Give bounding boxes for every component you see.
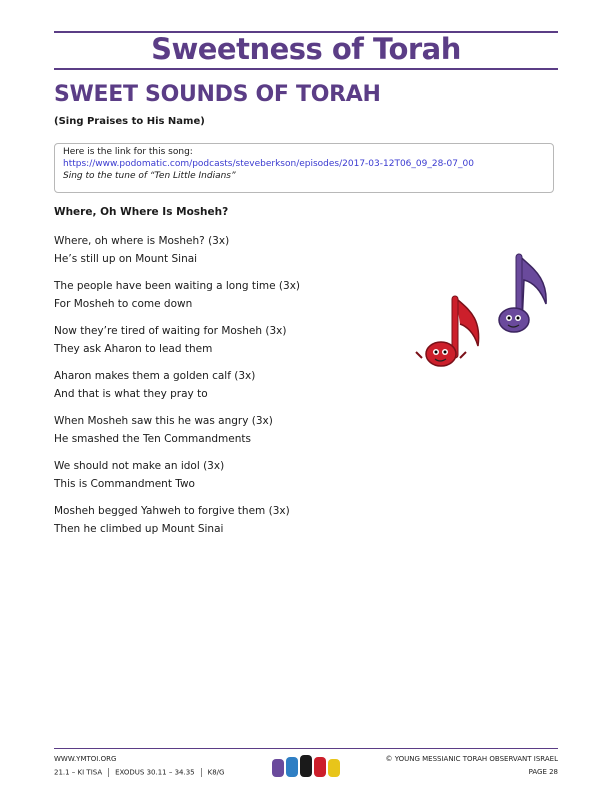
verse-line: For Mosheh to come down xyxy=(54,298,193,310)
verse-line: We should not make an idol (3x) xyxy=(54,460,225,472)
verse-line: And that is what they pray to xyxy=(54,388,208,400)
tune-note: Sing to the tune of “Ten Little Indians” xyxy=(63,171,236,181)
footer-rule xyxy=(54,748,558,749)
song-link-box xyxy=(54,143,554,193)
verse xyxy=(54,322,300,358)
verse-line: Mosheh begged Yahweh to forgive them (3x) xyxy=(54,505,290,517)
verse-line: Where, oh where is Mosheh? (3x) xyxy=(54,235,230,247)
song-link[interactable]: https://www.podomatic.com/podcasts/steveberkson/episodes/2017-03-12T06_09_28-07_00 xyxy=(63,159,474,169)
verse xyxy=(54,412,300,448)
verse-line: Then he climbed up Mount Sinai xyxy=(54,523,224,535)
kids-logo-icon xyxy=(268,753,348,785)
footer-copyright: © YOUNG MESSIANIC TORAH OBSERVANT ISRAEL xyxy=(385,755,558,763)
verse xyxy=(54,457,300,493)
verse xyxy=(54,502,300,538)
verse-line: The people have been waiting a long time (3x) xyxy=(54,280,301,292)
verse-line: Aharon makes them a golden calf (3x) xyxy=(54,370,256,382)
verse-line: They ask Aharon to lead them xyxy=(54,343,213,355)
footer-reference: EXODUS 30.11 – 34.35 xyxy=(115,768,195,777)
section-heading: SWEET SOUNDS OF TORAH xyxy=(54,82,381,107)
footer-website[interactable]: WWW.YMTOI.ORG xyxy=(54,755,117,763)
verse xyxy=(54,277,300,313)
section-subheading: (Sing Praises to His Name) xyxy=(54,116,205,127)
verse-line: He’s still up on Mount Sinai xyxy=(54,253,198,265)
footer-page-number: PAGE 28 xyxy=(528,768,558,776)
footer-parsha: 21.1 – KI TISA xyxy=(54,768,103,777)
link-intro: Here is the link for this song: xyxy=(63,147,193,157)
song-verses xyxy=(54,232,300,547)
verse-line: Now they’re tired of waiting for Mosheh (3x) xyxy=(54,325,287,337)
song-title: Where, Oh Where Is Mosheh? xyxy=(54,206,229,218)
title-underline xyxy=(54,68,558,70)
verse-line: When Mosheh saw this he was angry (3x) xyxy=(54,415,273,427)
verse-line: He smashed the Ten Commandments xyxy=(54,433,251,445)
page-title: Sweetness of Torah xyxy=(151,32,461,66)
verse xyxy=(54,232,300,268)
footer-age: K8/G xyxy=(207,768,225,777)
verse-line: This is Commandment Two xyxy=(54,478,195,490)
verse xyxy=(54,367,300,403)
music-notes-icon xyxy=(408,246,558,380)
